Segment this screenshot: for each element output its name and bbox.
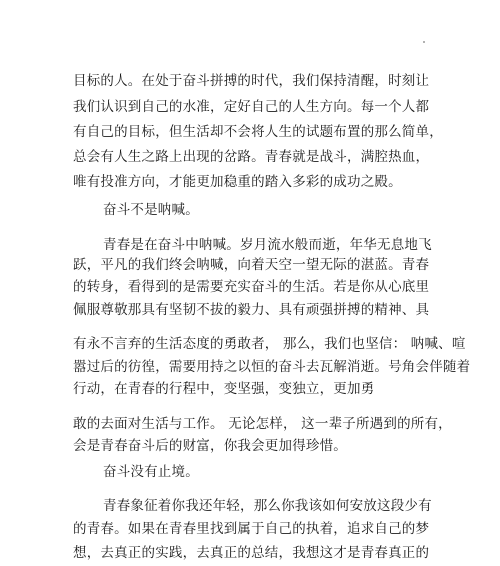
- paragraph-line: 有自己的目标，但生活却不会将人生的试题布置的那么简单，: [73, 124, 443, 140]
- paragraph-line: 行动，在青春的行程中，变坚强，变独立，更加勇: [73, 381, 375, 397]
- paragraph-line: 的青春。如果在青春里找到属于自己的执着，追求自己的梦: [73, 521, 430, 537]
- paragraph-line: 敢的去面对生活与工作。 无论怎样， 这一辈子所遇到的所有，: [73, 416, 452, 432]
- paragraph-line: 的转身，看得到的是需要充实奋斗的生活。若是你从心底里: [73, 279, 430, 295]
- paragraph-line: 有永不言弃的生活态度的勇敢者， 那么，我们也坚信： 呐喊、喧: [73, 336, 466, 352]
- paragraph-line: 唯有投准方向，才能更加稳重的踏入多彩的成功之殿。: [73, 174, 402, 190]
- paragraph-line: 我们认识到自己的水准，定好自己的人生方向。每一个人都: [73, 99, 430, 115]
- paragraph-line: 嚣过后的彷徨，需要用持之以恒的奋斗去瓦解消逝。号角会伴随着: [73, 359, 471, 375]
- paragraph-line: 佩服尊敬那具有坚韧不拔的毅力、具有顽强拼搏的精神、具: [73, 302, 430, 318]
- section-heading: 奋斗不是呐喊。: [103, 202, 199, 218]
- paragraph-line: 总会有人生之路上出现的岔路。青春就是战斗，满腔热血，: [73, 149, 430, 165]
- section-heading: 奋斗没有止境。: [103, 464, 199, 480]
- paragraph-line: 青春是在奋斗中呐喊。岁月流水般而逝，年华无息地飞: [103, 237, 432, 253]
- paragraph-line: 跃，平凡的我们终会呐喊，向着天空一望无际的湛蓝。青春: [73, 257, 430, 273]
- paragraph-line: 想，去真正的实践，去真正的总结，我想这才是青春真正的: [73, 545, 430, 561]
- paragraph-line: 会是青春奋斗后的财富，你我会更加得珍惜。: [73, 438, 347, 454]
- paragraph-line: 青春象征着你我还年轻，那么你我该如何安放这段少有: [103, 498, 432, 514]
- corner-mark: [423, 41, 425, 43]
- paragraph-line: 目标的人。在处于奋斗拼搏的时代，我们保持清醒，时刻让: [73, 73, 430, 89]
